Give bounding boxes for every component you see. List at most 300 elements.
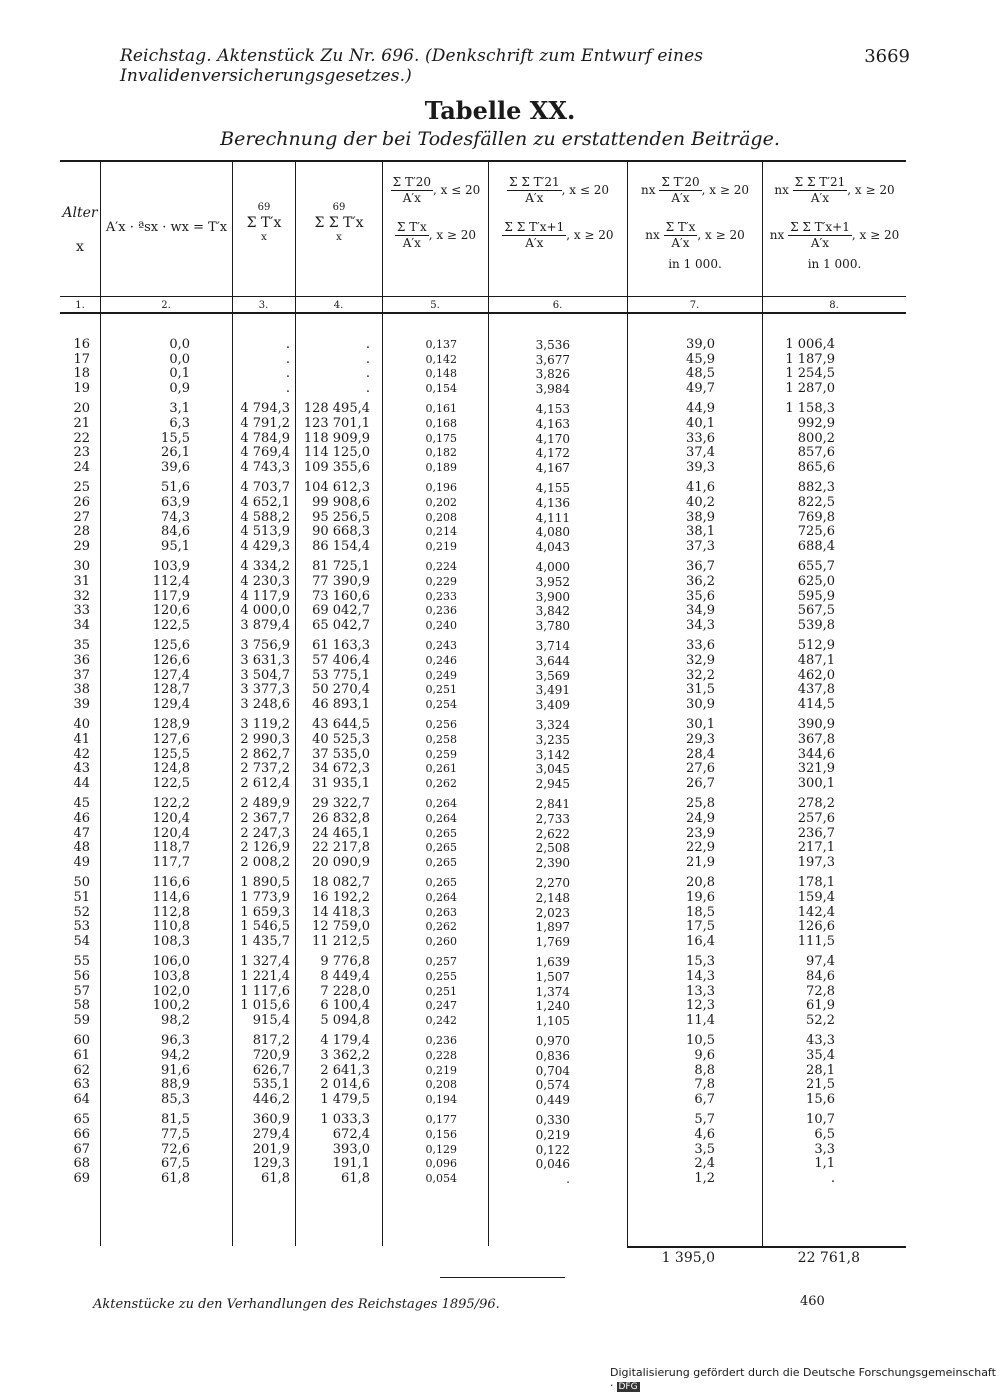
header-col-4-label: Σ Σ T′x: [314, 214, 364, 231]
cell-col-3: 535,1: [252, 1077, 290, 1093]
cell-col-2: 118,7: [152, 840, 190, 856]
cell-col-6: 1,769: [535, 934, 570, 949]
cell-col-4: 43 644,5: [312, 717, 370, 733]
cell-col-8: 21,5: [806, 1077, 835, 1093]
cell-col-4: 7 228,0: [320, 983, 370, 999]
table-row: [0, 985, 1000, 999]
cell-col-1: 41: [73, 732, 90, 747]
header-col-8-f1-cond: , x ≥ 20: [847, 183, 895, 197]
cell-col-7: 8,8: [694, 1062, 715, 1078]
cell-col-3: 1 221,4: [240, 969, 290, 984]
table-row: [0, 496, 1000, 510]
cell-col-8: .: [830, 1170, 835, 1186]
cell-col-1: 43: [73, 761, 90, 777]
cell-col-5: 0,161: [425, 402, 457, 416]
cell-col-5: 0,096: [425, 1157, 457, 1171]
cell-col-2: 112,4: [152, 574, 190, 589]
cell-col-4: 95 256,5: [312, 509, 370, 525]
cell-col-3: 2 367,7: [240, 811, 290, 826]
table-subtitle: Berechnung der bei Todesfällen zu erstattenden Beiträge.: [220, 128, 780, 150]
cell-col-7: 10,5: [686, 1033, 715, 1049]
cell-col-6: 4,155: [535, 481, 570, 496]
cell-col-3: 4 794,3: [240, 401, 290, 417]
table-row: [0, 970, 1000, 984]
table-row: [0, 856, 1000, 870]
cell-col-4: 14 418,3: [312, 904, 370, 920]
cell-col-3: 1 546,5: [240, 919, 290, 935]
cell-col-6: 3,780: [535, 618, 570, 633]
cell-col-3: 4 588,2: [240, 509, 290, 525]
cell-col-2: 116,6: [152, 875, 190, 891]
cell-col-3: 2 126,9: [240, 840, 290, 856]
cell-col-3: 1 327,4: [240, 954, 290, 970]
cell-col-1: 30: [73, 559, 90, 575]
cell-col-2: 125,5: [152, 746, 190, 762]
cell-col-8: 197,3: [797, 854, 835, 870]
cell-col-7: 33,6: [686, 638, 715, 654]
cell-col-6: 0,574: [535, 1078, 570, 1093]
cell-col-3: 2 612,4: [240, 775, 290, 791]
cell-col-3: 817,2: [252, 1033, 290, 1049]
cell-col-5: 0,265: [425, 826, 457, 840]
header-col-5-f1-den: A′x: [402, 191, 421, 205]
cell-col-6: 3,900: [535, 589, 570, 604]
header-col-6-f2-num: Σ Σ T′x+1: [504, 220, 565, 234]
table-row: [0, 762, 1000, 776]
header-col-8-f2-cond: , x ≥ 20: [851, 228, 900, 242]
cell-col-8: 487,1: [797, 653, 835, 668]
header-col-3-bottom: x: [261, 232, 267, 243]
cell-col-4: 77 390,9: [312, 574, 370, 589]
cell-col-3: 4 513,9: [240, 524, 290, 540]
cell-col-1: 31: [73, 574, 90, 589]
cell-col-7: 11,4: [686, 1012, 715, 1028]
cell-col-8: 539,8: [797, 617, 835, 633]
cell-col-4: 2 014,6: [320, 1077, 370, 1093]
cell-col-4: 123 701,1: [303, 416, 370, 431]
cell-col-3: 3 756,9: [240, 638, 290, 654]
cell-col-7: 26,7: [686, 775, 715, 791]
header-col-5-f1-num: Σ T′20: [392, 175, 431, 189]
cell-col-2: 26,1: [161, 445, 190, 461]
cell-col-1: 54: [73, 933, 90, 949]
table-top-rule: [60, 160, 906, 162]
cell-col-1: 16: [73, 337, 90, 352]
cell-col-5: 0,168: [425, 417, 457, 430]
colnum-8: 8.: [829, 300, 839, 311]
cell-col-1: 58: [73, 998, 90, 1014]
cell-col-7: 32,2: [686, 667, 715, 683]
cell-col-2: 98,2: [161, 1012, 190, 1028]
colnum-6: 6.: [552, 300, 563, 311]
cell-col-1: 36: [73, 653, 90, 668]
cell-col-7: 18,5: [686, 904, 715, 920]
cell-col-8: 857,6: [797, 445, 835, 461]
colnum-bottom-rule: [60, 312, 906, 314]
header-col-6: [489, 175, 627, 251]
table-row: [0, 353, 1000, 367]
cell-col-5: 0,264: [425, 891, 457, 904]
cell-col-7: 19,6: [686, 890, 715, 905]
colnum-3: 3.: [258, 300, 269, 311]
cell-col-6: 2,733: [535, 812, 570, 826]
cell-col-5: 0,262: [425, 920, 457, 934]
cell-col-5: 0,224: [425, 560, 457, 574]
table-row: [0, 575, 1000, 589]
cell-col-2: 127,4: [152, 667, 190, 683]
cell-col-1: 28: [73, 524, 90, 540]
cell-col-7: 14,3: [686, 969, 715, 984]
cell-col-5: 0,137: [425, 338, 457, 351]
cell-col-4: 29 322,7: [312, 796, 370, 812]
cell-col-5: 0,156: [425, 1128, 457, 1141]
colnum-7: 7.: [689, 300, 700, 311]
cell-col-4: 191,1: [332, 1156, 370, 1172]
cell-col-4: 69 042,7: [312, 603, 370, 619]
cell-col-4: 4 179,4: [320, 1033, 370, 1049]
cell-col-5: 0,182: [425, 446, 457, 460]
cell-col-3: 4 769,4: [240, 445, 290, 461]
cell-col-5: 0,177: [425, 1113, 457, 1127]
colnum-1: 1.: [75, 300, 85, 311]
cell-col-4: 6 100,4: [320, 998, 370, 1014]
cell-col-6: 1,374: [535, 984, 570, 999]
cell-col-5: 0,154: [425, 381, 457, 395]
cell-col-8: 43,3: [806, 1033, 835, 1049]
cell-col-7: 24,9: [686, 811, 715, 826]
cell-col-3: 4 230,3: [240, 574, 290, 589]
header-col-7-f2-num: Σ T′x: [665, 220, 696, 234]
header-col-1: [60, 205, 100, 256]
cell-col-3: 3 879,4: [240, 617, 290, 633]
cell-col-7: 49,7: [686, 380, 715, 396]
cell-col-5: 0,265: [425, 841, 457, 855]
cell-col-2: 63,9: [161, 495, 190, 510]
cell-col-7: 1,2: [694, 1170, 715, 1186]
cell-col-8: 159,4: [797, 890, 835, 905]
cell-col-5: 0,251: [425, 984, 457, 998]
header-col-7-prefix-2: nx: [645, 228, 660, 242]
cell-col-8: 567,5: [797, 603, 835, 619]
page-number: 3669: [864, 46, 910, 67]
table-row: [0, 698, 1000, 712]
cell-col-6: 2,390: [535, 855, 570, 870]
cell-col-8: 61,9: [806, 998, 835, 1014]
table-row: [0, 511, 1000, 525]
header-col-8-f2-num: Σ Σ T′x+1: [790, 220, 850, 234]
header-col-4-top: 69: [332, 202, 346, 213]
cell-col-5: 0,259: [425, 747, 457, 761]
cell-col-6: 0,704: [535, 1063, 570, 1078]
cell-col-1: 61: [73, 1048, 90, 1063]
cell-col-2: 61,8: [161, 1170, 190, 1186]
table-row: [0, 683, 1000, 697]
cell-col-3: 1 773,9: [240, 890, 290, 905]
cell-col-2: 122,5: [152, 775, 190, 791]
cell-col-3: .: [285, 337, 290, 352]
table-row: [0, 1128, 1000, 1142]
cell-col-3: 4 743,3: [240, 459, 290, 475]
cell-col-8: 1 006,4: [785, 337, 835, 352]
cell-col-2: 15,5: [161, 430, 190, 446]
cell-col-3: 4 000,0: [240, 603, 290, 619]
table-row: [0, 639, 1000, 653]
cell-col-7: 32,9: [686, 653, 715, 668]
total-col-8: 22 761,8: [797, 1250, 860, 1266]
cell-col-4: 104 612,3: [303, 480, 370, 496]
header-col-3: [233, 202, 295, 245]
table-row: [0, 560, 1000, 574]
cell-col-5: 0,258: [425, 733, 457, 746]
cell-col-1: 22: [73, 430, 90, 446]
cell-col-2: 0,9: [169, 380, 190, 396]
header-col-2-label: A′x · ªsx · wx = T′x: [105, 220, 228, 235]
cell-col-6: 3,644: [535, 654, 570, 668]
cell-col-1: 53: [73, 919, 90, 935]
cell-col-5: 0,208: [425, 510, 457, 524]
cell-col-7: 5,7: [694, 1112, 715, 1128]
dfg-logo: DFG: [618, 1382, 638, 1392]
cell-col-4: 40 525,3: [312, 732, 370, 747]
cell-col-4: .: [365, 366, 370, 382]
cell-col-6: 0,122: [535, 1142, 570, 1157]
cell-col-3: 2 247,3: [240, 825, 290, 841]
cell-col-2: 67,5: [161, 1156, 190, 1172]
cell-col-1: 62: [73, 1062, 90, 1078]
table-row: [0, 827, 1000, 841]
cell-col-8: 6,5: [814, 1127, 835, 1142]
footer-source: Aktenstücke zu den Verhandlungen des Reichstages 1895/96.: [93, 1297, 500, 1312]
cell-col-4: 8 449,4: [320, 969, 370, 984]
cell-col-2: 117,9: [152, 588, 190, 604]
cell-col-3: 2 008,2: [240, 854, 290, 870]
cell-col-5: 0,233: [425, 589, 457, 603]
cell-col-3: 915,4: [252, 1012, 290, 1028]
cell-col-2: 3,1: [169, 401, 190, 417]
cell-col-7: 21,9: [686, 854, 715, 870]
cell-col-7: 17,5: [686, 919, 715, 935]
cell-col-3: 3 248,6: [240, 696, 290, 712]
cell-col-6: 3,409: [535, 697, 570, 712]
table-row: [0, 338, 1000, 352]
cell-col-7: 45,9: [686, 351, 715, 367]
cell-col-1: 26: [73, 495, 90, 510]
cell-col-1: 39: [73, 696, 90, 712]
cell-col-2: 125,6: [152, 638, 190, 654]
cell-col-1: 23: [73, 445, 90, 461]
cell-col-4: 672,4: [332, 1127, 370, 1142]
cell-col-6: 1,105: [535, 1013, 570, 1028]
cell-col-7: 15,3: [686, 954, 715, 970]
header-col-5-formula-1: [383, 175, 488, 206]
cell-col-5: 0,261: [425, 762, 457, 776]
cell-col-8: 367,8: [797, 732, 835, 747]
cell-col-6: 2,023: [535, 905, 570, 920]
cell-col-2: 6,3: [169, 416, 190, 431]
cell-col-8: 142,4: [797, 904, 835, 920]
cell-col-2: 108,3: [152, 933, 190, 949]
cell-col-8: 344,6: [797, 746, 835, 762]
table-row: [0, 382, 1000, 396]
table-row: [0, 619, 1000, 633]
cell-col-3: .: [285, 351, 290, 367]
cell-col-6: 4,167: [535, 460, 570, 475]
cell-col-6: 2,148: [535, 891, 570, 905]
table-row: [0, 935, 1000, 949]
cell-col-2: 81,5: [161, 1112, 190, 1128]
cell-col-8: 882,3: [797, 480, 835, 496]
table-row: [0, 432, 1000, 446]
cell-col-5: 0,196: [425, 481, 457, 495]
cell-col-8: 1 187,9: [785, 351, 835, 367]
table-row: [0, 446, 1000, 460]
cell-col-6: 3,952: [535, 575, 570, 589]
table-row: [0, 590, 1000, 604]
cell-col-1: 33: [73, 603, 90, 619]
cell-col-7: 2,4: [694, 1156, 715, 1172]
cell-col-4: 128 495,4: [303, 401, 370, 417]
colnum-5: 5.: [430, 300, 440, 311]
cell-col-7: 23,9: [686, 825, 715, 841]
running-title: Reichstag. Aktenstück Zu Nr. 696. (Denkschrift zum Entwurf eines Invalidenversicherungsgesetzes.): [120, 46, 704, 86]
cell-col-8: 1,1: [814, 1156, 835, 1172]
cell-col-4: 393,0: [332, 1141, 370, 1157]
cell-col-1: 55: [73, 954, 90, 970]
header-col-5-f2-cond: , x ≥ 20: [428, 228, 477, 242]
cell-col-7: 39,3: [686, 459, 715, 475]
header-col-5-f2-den: A′x: [402, 236, 421, 250]
cell-col-4: 26 832,8: [312, 811, 370, 826]
cell-col-7: 3,5: [694, 1141, 715, 1157]
running-header: [120, 46, 910, 86]
cell-col-5: 0,243: [425, 639, 457, 653]
cell-col-5: 0,247: [425, 999, 457, 1013]
header-col-8-unit: in 1 000.: [807, 257, 862, 271]
cell-col-3: .: [285, 366, 290, 382]
cell-col-7: 37,3: [686, 538, 715, 554]
table-row: [0, 1064, 1000, 1078]
cell-col-1: 63: [73, 1077, 90, 1093]
table-row: [0, 461, 1000, 475]
cell-col-8: 1 287,0: [785, 380, 835, 396]
cell-col-2: 122,2: [152, 796, 190, 812]
cell-col-7: 34,3: [686, 617, 715, 633]
cell-col-2: 77,5: [161, 1127, 190, 1142]
cell-col-6: 3,536: [535, 338, 570, 352]
cell-col-8: 300,1: [797, 775, 835, 791]
cell-col-1: 37: [73, 667, 90, 683]
cell-col-4: 53 775,1: [312, 667, 370, 683]
cell-col-8: 321,9: [797, 761, 835, 777]
cell-col-3: 201,9: [252, 1141, 290, 1157]
cell-col-8: 688,4: [797, 538, 835, 554]
cell-col-4: 20 090,9: [312, 854, 370, 870]
cell-col-1: 38: [73, 682, 90, 698]
cell-col-4: 18 082,7: [312, 875, 370, 891]
cell-col-2: 72,6: [161, 1141, 190, 1157]
cell-col-1: 34: [73, 617, 90, 633]
table-row: [0, 876, 1000, 890]
cell-col-2: 0,0: [169, 337, 190, 352]
cell-col-2: 85,3: [161, 1091, 190, 1107]
table-row: [0, 604, 1000, 618]
cell-col-7: 30,1: [686, 717, 715, 733]
header-col-8-f1-den: A′x: [810, 191, 830, 205]
cell-col-8: 725,6: [797, 524, 835, 540]
cell-col-2: 39,6: [161, 459, 190, 475]
header-col-7-f1-den: A′x: [671, 191, 690, 205]
cell-col-5: 0,254: [425, 697, 457, 711]
table-row: [0, 1034, 1000, 1048]
cell-col-3: 3 119,2: [240, 717, 290, 733]
cell-col-7: 36,7: [686, 559, 715, 575]
cell-col-3: 279,4: [252, 1127, 290, 1142]
cell-col-7: 41,6: [686, 480, 715, 496]
cell-col-8: 84,6: [806, 969, 835, 984]
cell-col-4: 24 465,1: [312, 825, 370, 841]
cell-col-2: 0,1: [169, 366, 190, 382]
table-row: [0, 841, 1000, 855]
cell-col-6: 3,984: [535, 381, 570, 396]
cell-col-3: 3 504,7: [240, 667, 290, 683]
cell-col-8: 865,6: [797, 459, 835, 475]
cell-col-4: 11 212,5: [312, 933, 370, 949]
cell-col-1: 45: [73, 796, 90, 812]
cell-col-5: 0,054: [425, 1171, 457, 1185]
cell-col-3: 3 631,3: [240, 653, 290, 668]
cell-col-3: 1 890,5: [240, 875, 290, 891]
cell-col-5: 0,265: [425, 876, 457, 890]
cell-col-7: 4,6: [694, 1127, 715, 1142]
cell-col-5: 0,148: [425, 367, 457, 381]
cell-col-5: 0,175: [425, 431, 457, 445]
cell-col-8: 462,0: [797, 667, 835, 683]
cell-col-4: 22 217,8: [312, 840, 370, 856]
cell-col-2: 88,9: [161, 1077, 190, 1093]
table-title: Tabelle XX.: [424, 96, 576, 125]
cell-col-8: 992,9: [797, 416, 835, 431]
header-col-7: [628, 175, 762, 272]
colnum-2: 2.: [161, 300, 171, 311]
cell-col-7: 6,7: [694, 1091, 715, 1107]
header-col-8-prefix-2: nx: [769, 228, 785, 242]
header-col-4: [296, 202, 382, 245]
header-col-6-formula-2: [489, 220, 627, 251]
cell-col-8: 97,4: [806, 954, 835, 970]
cell-col-6: 4,136: [535, 496, 570, 510]
table-row: [0, 525, 1000, 539]
cell-col-7: 28,4: [686, 746, 715, 762]
total-col-7: 1 395,0: [661, 1250, 715, 1266]
cell-col-7: 34,9: [686, 603, 715, 619]
cell-col-5: 0,249: [425, 668, 457, 682]
cell-col-3: 4 703,7: [240, 480, 290, 496]
table-row: [0, 1078, 1000, 1092]
cell-col-6: 4,111: [535, 510, 570, 525]
cell-col-2: 114,6: [152, 890, 190, 905]
cell-col-3: .: [285, 380, 290, 396]
cell-col-5: 0,214: [425, 525, 457, 539]
cell-col-2: 103,8: [152, 969, 190, 984]
cell-col-8: 769,8: [797, 509, 835, 525]
cell-col-2: 127,6: [152, 732, 190, 747]
cell-col-5: 0,236: [425, 1034, 457, 1048]
cell-col-3: 720,9: [252, 1048, 290, 1063]
header-col-7-f1-num: Σ T′20: [661, 175, 700, 189]
cell-col-8: 217,1: [797, 840, 835, 856]
colnum-4: 4.: [333, 300, 344, 311]
cell-col-6: 2,622: [535, 826, 570, 841]
